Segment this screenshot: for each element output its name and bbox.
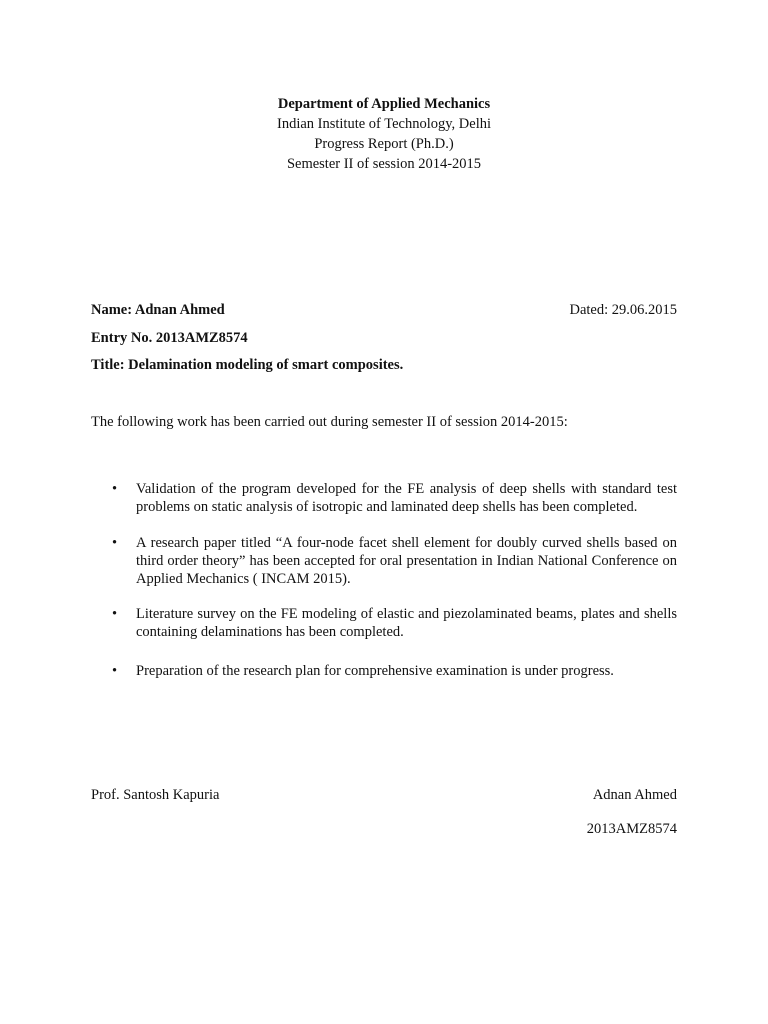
list-item [112, 534, 677, 588]
department-heading: Department of Applied Mechanics [277, 96, 491, 112]
entry-number: Entry No. 2013AMZ8574 [91, 330, 248, 346]
bullet-icon: • [112, 481, 118, 497]
thesis-title: Title: Delamination modeling of smart composites. [91, 357, 404, 373]
work-items-list [112, 480, 677, 680]
list-item-text: A research paper titled “A four-node facet shell element for doubly curved shells based on third order theory” has been accepted for oral presentation in Indian National Conference on Applied Mechanics ( INCAM 2015). [136, 535, 677, 587]
student-signature-name: Adnan Ahmed [592, 787, 677, 803]
list-item-text: Validation of the program developed for the FE analysis of deep shells with standard test problems on static analysis of isotropic and laminated deep shells has been completed. [136, 481, 677, 515]
list-item [112, 480, 677, 516]
intro-paragraph: The following work has been carried out during semester II of session 2014-2015: [91, 414, 568, 430]
list-item-text: Preparation of the research plan for comprehensive examination is under progress. [136, 663, 614, 679]
entry-row [91, 329, 677, 347]
bullet-icon: • [112, 606, 118, 622]
name-date-row [91, 301, 677, 319]
bullet-icon: • [112, 663, 118, 679]
bullet-icon: • [112, 535, 118, 551]
report-date: Dated: 29.06.2015 [569, 302, 677, 318]
list-item-text: Literature survey on the FE modeling of elastic and piezolaminated beams, plates and shells containing delaminations has been completed. [136, 606, 677, 640]
report-header [0, 94, 768, 174]
student-signature-entry: 2013AMZ8574 [586, 821, 677, 837]
list-item [112, 605, 677, 641]
report-type: Progress Report (Ph.D.) [314, 136, 454, 152]
supervisor-signature: Prof. Santosh Kapuria [91, 787, 220, 803]
title-row [91, 356, 677, 374]
semester-line: Semester II of session 2014-2015 [286, 156, 482, 172]
list-item [112, 662, 677, 680]
institute-name: Indian Institute of Technology, Delhi [276, 116, 492, 132]
student-name-field: Name: Adnan Ahmed [91, 302, 225, 318]
